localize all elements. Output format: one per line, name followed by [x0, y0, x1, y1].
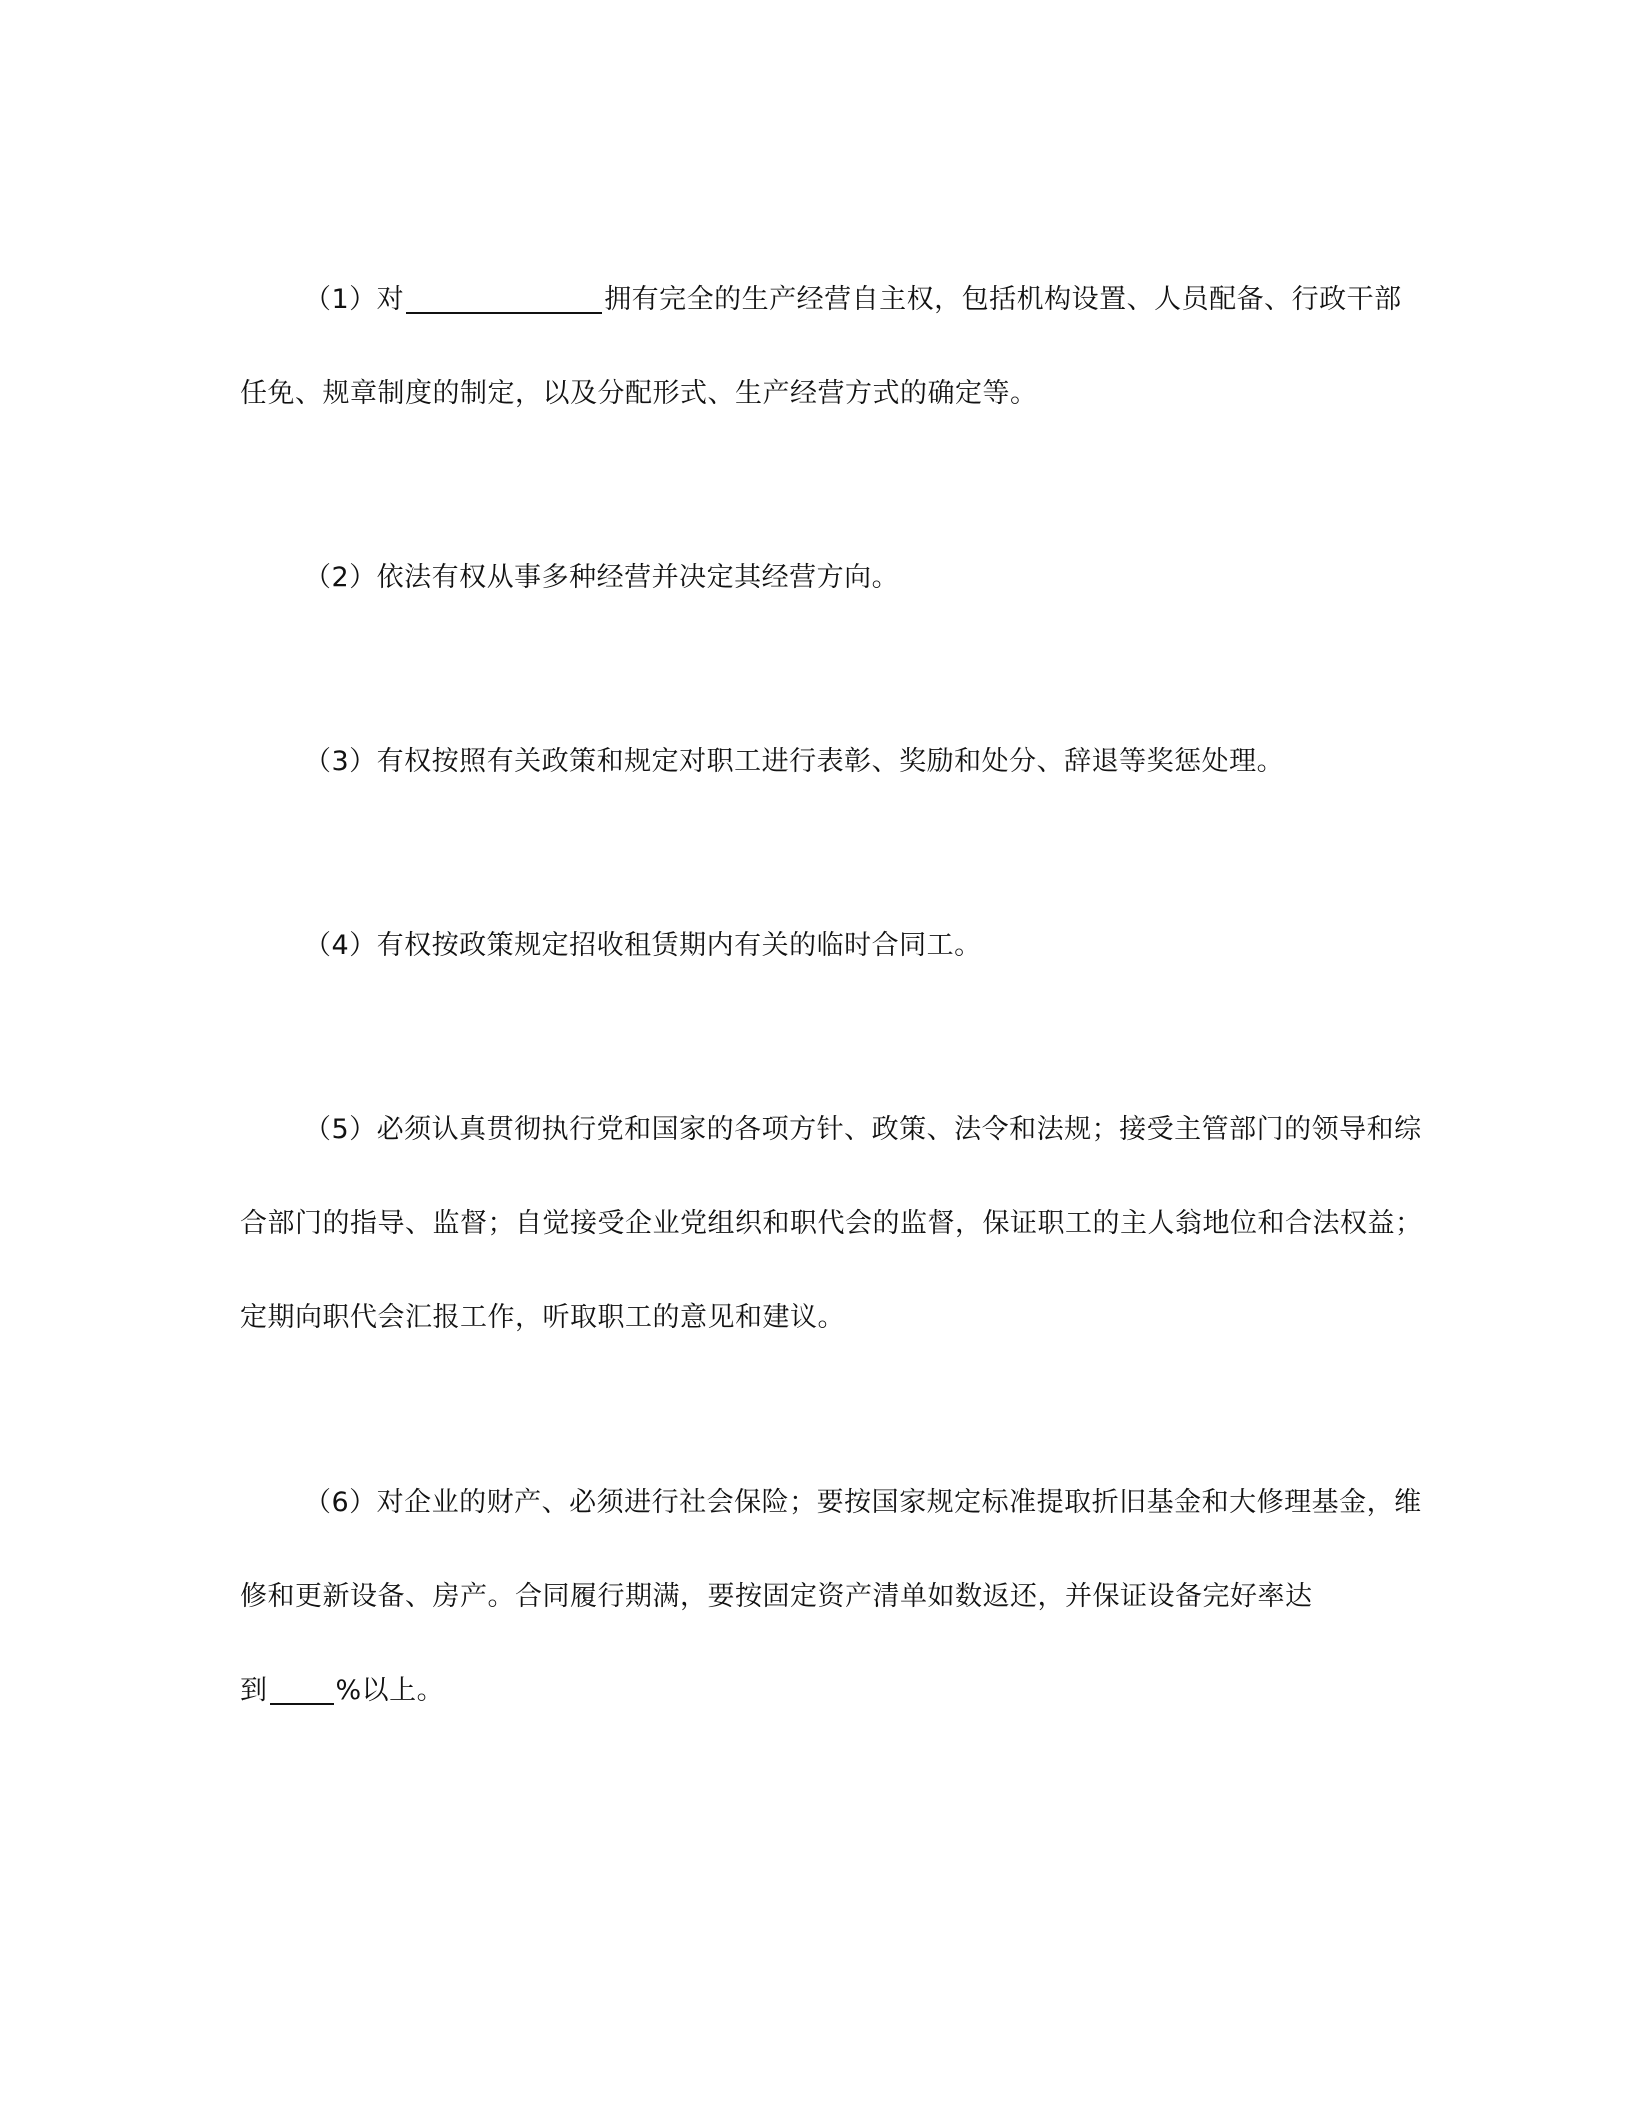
paragraph-5-line-2: 合部门的指导、监督；自觉接受企业党组织和职代会的监督，保证职工的主人翁地位和合法权益； — [240, 1208, 1423, 1239]
paragraph-6-line-3 — [240, 1671, 444, 1711]
paragraph-4-line-1: （4）有权按政策规定招收租赁期内有关的临时合同工。 — [304, 930, 982, 961]
paragraph-6-prefix: 到 — [240, 1675, 268, 1706]
paragraph-5-line-3: 定期向职代会汇报工作，听取职工的意见和建议。 — [240, 1302, 845, 1333]
paragraph-5-line-1: （5）必须认真贯彻执行党和国家的各项方针、政策、法令和法规；接受主管部门的领导和综 — [304, 1114, 1422, 1145]
paragraph-6-line-2: 修和更新设备、房产。合同履行期满，要按固定资产清单如数返还，并保证设备完好率达 — [240, 1581, 1313, 1612]
paragraph-2-line-1: （2）依法有权从事多种经营并决定其经营方向。 — [304, 562, 900, 593]
fill-in-blank-percentage[interactable] — [270, 1673, 334, 1705]
paragraph-3-line-1: （3）有权按照有关政策和规定对职工进行表彰、奖励和处分、辞退等奖惩处理。 — [304, 746, 1285, 777]
paragraph-1-prefix: （1）对 — [304, 284, 405, 315]
paragraph-6-suffix: %以上。 — [335, 1675, 445, 1706]
fill-in-blank-party[interactable] — [406, 282, 602, 314]
paragraph-1-line-2: 任免、规章制度的制定，以及分配形式、生产经营方式的确定等。 — [240, 378, 1038, 409]
paragraph-1-suffix: 拥有完全的生产经营自主权，包括机构设置、人员配备、行政干部 — [604, 284, 1402, 315]
paragraph-6-line-1: （6）对企业的财产、必须进行社会保险；要按国家规定标准提取折旧基金和大修理基金，维 — [304, 1487, 1422, 1518]
paragraph-1-line-1 — [304, 280, 1402, 320]
